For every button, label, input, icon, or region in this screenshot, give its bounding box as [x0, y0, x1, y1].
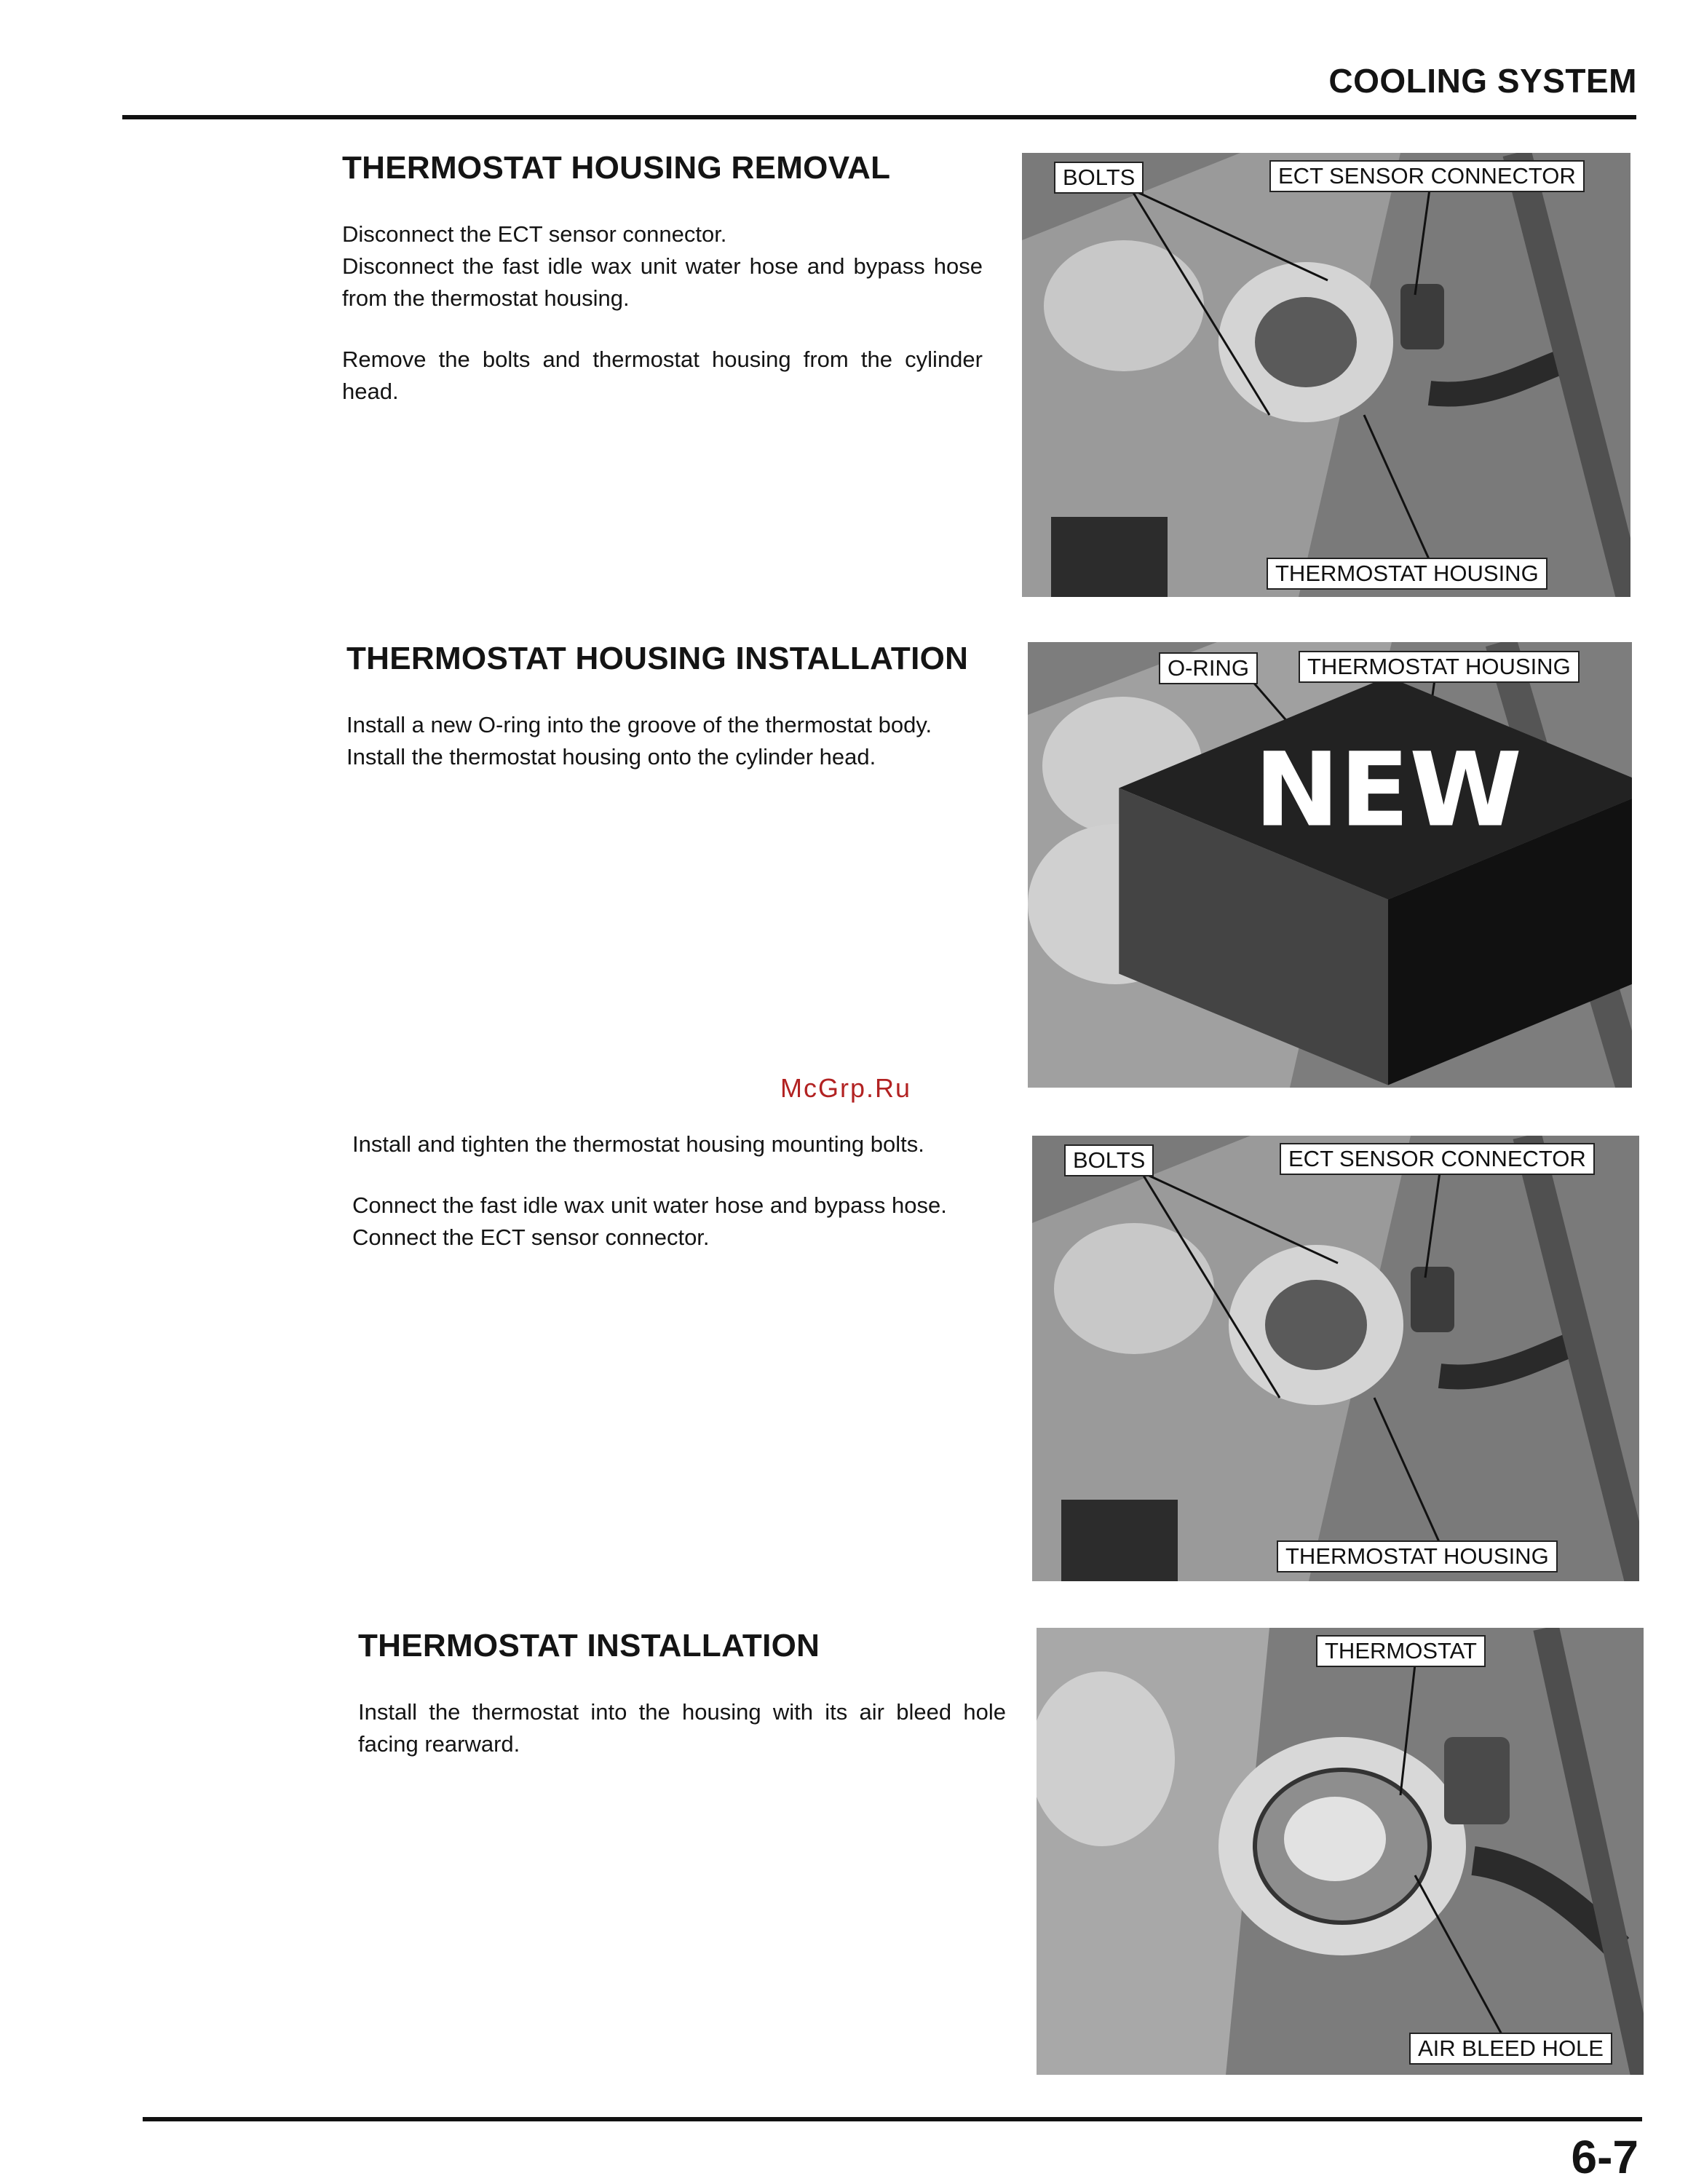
figure-housing-tighten — [1032, 1136, 1639, 1581]
figure-label: THERMOSTAT HOUSING — [1299, 651, 1580, 683]
instruction-line: Connect the fast idle wax unit water hose and bypass hose. — [352, 1192, 947, 1218]
instruction-line: Disconnect the fast idle wax unit water hose and bypass hose from the thermostat housing. — [342, 253, 983, 311]
instruction-line: Install a new O-ring into the groove of the thermostat body. — [346, 712, 932, 737]
new-badge-text: NEW — [1254, 731, 1522, 850]
section-housing-installation — [346, 641, 987, 802]
instruction-line: Connect the ECT sensor connector. — [352, 1224, 710, 1250]
footer-rule — [143, 2117, 1642, 2121]
new-part-icon — [1086, 658, 1632, 1088]
figure-label: AIR BLEED HOLE — [1409, 2033, 1612, 2065]
figure-housing-installation — [1028, 642, 1632, 1088]
instruction-line: Remove the bolts and thermostat housing from the cylinder head. — [342, 347, 983, 404]
section-title: THERMOSTAT HOUSING INSTALLATION — [346, 641, 969, 676]
section-housing-removal — [342, 150, 983, 437]
figure-thermostat-installation — [1037, 1628, 1644, 2075]
figure-label: O-RING — [1159, 652, 1258, 684]
instruction-line: Install the thermostat housing onto the cylinder head. — [346, 744, 876, 769]
paragraph — [342, 218, 983, 314]
header-rule — [122, 115, 1636, 119]
figure-label: ECT SENSOR CONNECTOR — [1269, 160, 1585, 192]
section-thermostat-installation — [358, 1628, 1006, 1789]
paragraph — [352, 1128, 993, 1160]
page-number: 6-7 — [1571, 2131, 1638, 2183]
paragraph — [358, 1696, 1006, 1760]
figure-label: THERMOSTAT HOUSING — [1267, 558, 1548, 590]
paragraph — [342, 344, 983, 408]
figure-housing-removal — [1022, 153, 1630, 597]
watermark: McGrp.Ru — [780, 1073, 912, 1103]
section-housing-tighten — [352, 1128, 993, 1283]
section-header: COOLING SYSTEM — [1328, 62, 1637, 100]
figure-label: ECT SENSOR CONNECTOR — [1280, 1143, 1595, 1175]
paragraph — [352, 1190, 993, 1254]
paragraph — [346, 709, 987, 773]
figure-label: THERMOSTAT — [1316, 1635, 1486, 1667]
figure-label: BOLTS — [1054, 162, 1144, 194]
figure-label: THERMOSTAT HOUSING — [1277, 1540, 1558, 1572]
instruction-line: Install and tighten the thermostat housing mounting bolts. — [352, 1131, 924, 1157]
section-title: THERMOSTAT HOUSING REMOVAL — [342, 150, 891, 186]
instruction-line: Install the thermostat into the housing with its air bleed hole facing rearward. — [358, 1699, 1006, 1757]
figure-label: BOLTS — [1064, 1144, 1154, 1176]
instruction-line: Disconnect the ECT sensor connector. — [342, 221, 727, 247]
section-title: THERMOSTAT INSTALLATION — [358, 1628, 820, 1663]
